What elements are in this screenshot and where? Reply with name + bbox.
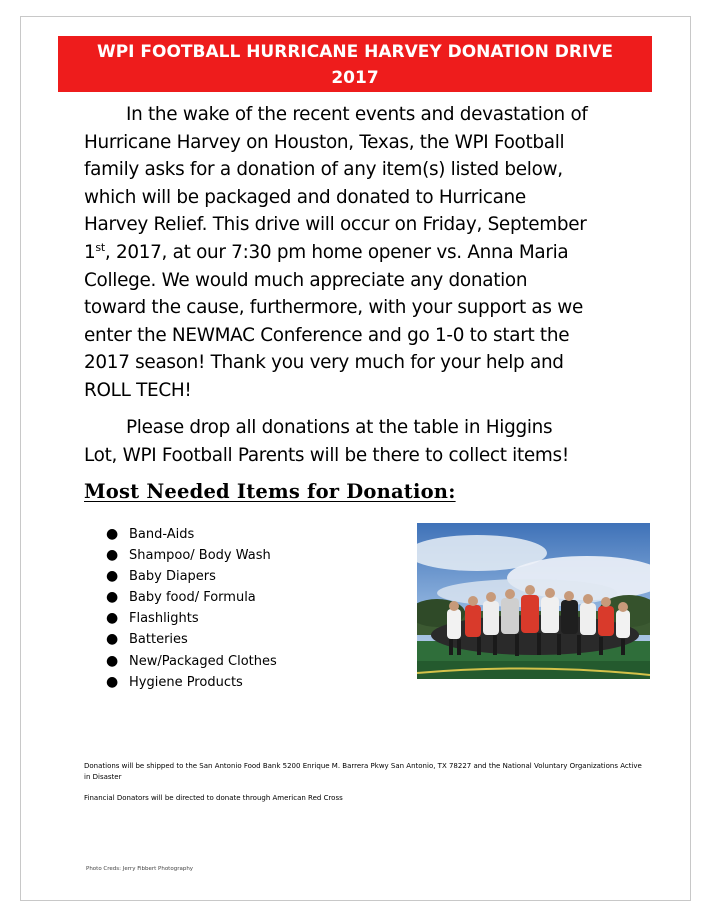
intro-line [84, 239, 644, 267]
intro-line: ROLL TECH! [84, 379, 192, 401]
item-label: Batteries [129, 632, 188, 648]
dropoff-line: Lot, WPI Football Parents will be there to collect items! [84, 444, 569, 466]
intro-line-rest: , 2017, at our 7:30 pm home opener vs. Anna Maria [104, 241, 569, 263]
intro-line: In the wake of the recent events and devastation of [126, 104, 588, 125]
item-label: New/Packaged Clothes [129, 653, 277, 669]
list-item [106, 651, 277, 672]
item-label: Band-Aids [129, 527, 195, 542]
item-label: Hygiene Products [129, 674, 243, 690]
bullet-icon: ● [106, 568, 119, 585]
bullet-icon: ● [106, 526, 119, 542]
donation-items-list [106, 524, 277, 693]
list-item [106, 672, 277, 693]
list-item [106, 566, 277, 587]
team-photo [417, 523, 650, 679]
dropoff-line: Please drop all donations at the table in Higgins [126, 417, 553, 438]
item-label: Shampoo/ Body Wash [129, 548, 271, 564]
item-label: Baby food/ Formula [129, 590, 256, 606]
photo-credit: Photo Creds: Jerry Fibbert Photography [86, 866, 194, 872]
item-label: Baby Diapers [129, 569, 216, 585]
intro-line: College. We would much appreciate any donation [84, 269, 528, 291]
list-item [106, 524, 277, 545]
items-heading: Most Needed Items for Donation: [84, 480, 456, 503]
intro-line: Hurricane Harvey on Houston, Texas, the WPI Football [84, 131, 565, 153]
list-item [106, 629, 277, 650]
shipping-note: Donations will be shipped to the San Antonio Food Bank 5200 Enrique M. Barrera Pkwy San Antonio, TX 78227 and the National Voluntary Organizations Active in Disaster [84, 762, 642, 781]
financial-note: Financial Donators will be directed to donate through American Red Cross [84, 794, 343, 802]
list-item [106, 545, 277, 566]
item-label: Flashlights [129, 611, 199, 627]
intro-line: enter the NEWMAC Conference and go 1-0 to start the [84, 324, 570, 346]
intro-line: Harvey Relief. This drive will occur on Friday, September [84, 214, 587, 236]
dropoff-paragraph [84, 414, 644, 469]
list-item [106, 608, 277, 629]
bullet-icon: ● [106, 610, 119, 627]
intro-line: toward the cause, furthermore, with your support as we [84, 297, 583, 319]
bullet-icon: ● [106, 631, 119, 648]
title-banner [58, 36, 652, 92]
date-number: 1 [84, 241, 96, 263]
intro-line: which will be packaged and donated to Hurricane [84, 186, 526, 208]
list-item [106, 587, 277, 608]
intro-line: family asks for a donation of any item(s) listed below, [84, 159, 563, 181]
title-line-2: 2017 [331, 68, 379, 88]
bullet-icon: ● [106, 673, 119, 690]
date-suffix: st [95, 240, 105, 254]
title-line-1: WPI FOOTBALL HURRICANE HARVEY DONATION DRIVE [96, 42, 614, 62]
intro-line: 2017 season! Thank you very much for your help and [84, 352, 564, 374]
bullet-icon: ● [106, 547, 119, 564]
bullet-icon: ● [106, 652, 119, 669]
intro-paragraph [84, 101, 644, 405]
bullet-icon: ● [106, 589, 119, 606]
